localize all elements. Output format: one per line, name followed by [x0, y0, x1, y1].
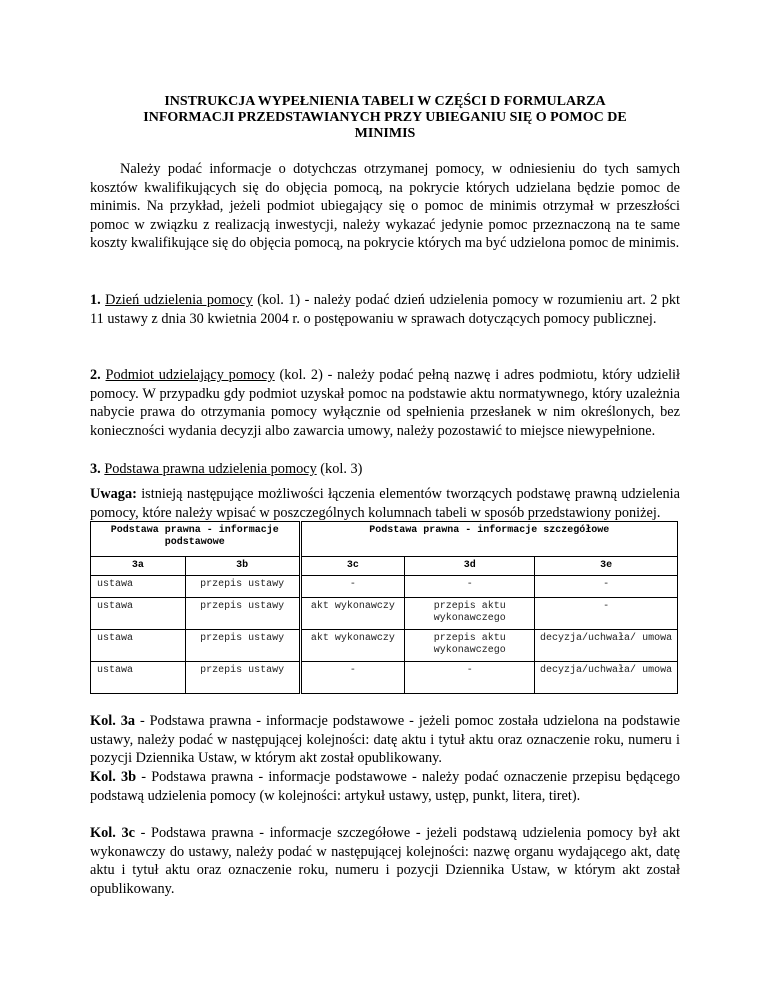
section-1-heading: Dzień udzielenia pomocy — [105, 292, 253, 308]
kol-3a-paragraph — [90, 712, 680, 768]
document-title — [90, 94, 680, 142]
table-cell: decyzja/uchwała/ umowa — [535, 662, 678, 694]
col-header-3c: 3c — [300, 557, 405, 576]
table-row — [91, 598, 678, 630]
section-3-number: 3. — [90, 461, 101, 477]
table-cell: akt wykonawczy — [300, 598, 405, 630]
table-cell: decyzja/uchwała/ umowa — [535, 630, 678, 662]
kol-3b-text: - Podstawa prawna - informacje podstawowe - należy podać oznaczenie przepisu będącego podstawą udzielenia pomocy (w kolejności: artykuł ustawy, ustęp, punkt, litera, tiret). — [90, 769, 680, 804]
section-3-text: (kol. 3) — [316, 461, 363, 477]
kol-3c-text: - Podstawa prawna - informacje szczegółowe - jeżeli podstawą udzielenia pomocy był akt wykonawczy do ustawy, należy podać w następującej kolejności: nazwę organu wydającego akt, datę aktu i tytuł aktu oraz oznaczenie roku, numeru i pozycji Dziennika Ustaw, w którym akt został opublikowany. — [90, 825, 680, 897]
legal-basis-table — [90, 521, 678, 694]
note-label: Uwaga: — [90, 486, 137, 502]
section-2-paragraph — [90, 366, 680, 440]
col-header-3b: 3b — [185, 557, 300, 576]
table-cell: przepis aktu wykonawczego — [405, 630, 535, 662]
col-header-3a: 3a — [91, 557, 186, 576]
table-row — [91, 630, 678, 662]
table-cell: - — [405, 576, 535, 598]
table-column-header-row — [91, 557, 678, 576]
section-2-number: 2. — [90, 367, 101, 383]
title-line-3: MINIMIS — [354, 126, 416, 141]
table-group-header-row — [91, 522, 678, 557]
section-3-paragraph — [90, 460, 680, 479]
table-cell: - — [535, 598, 678, 630]
kol-3b-paragraph — [90, 768, 680, 805]
table-cell: - — [300, 662, 405, 694]
table-cell: ustawa — [91, 598, 186, 630]
col-header-3e: 3e — [535, 557, 678, 576]
table-cell: ustawa — [91, 662, 186, 694]
kol-3c-paragraph — [90, 824, 680, 898]
group-basic-header: Podstawa prawna - informacje podstawowe — [91, 522, 301, 557]
table-cell: ustawa — [91, 576, 186, 598]
kol-3c-label: Kol. 3c — [90, 825, 135, 841]
kol-3b-label: Kol. 3b — [90, 769, 137, 785]
table-cell: akt wykonawczy — [300, 630, 405, 662]
table-row — [91, 662, 678, 694]
col-header-3d: 3d — [405, 557, 535, 576]
section-2-text: (kol. 2) - należy podać pełną nazwę i adres podmiotu, który udzielił pomocy. W przypadku gdy podmiot uzyskał pomoc na podstawie aktu normatywnego, który uzależnia nabycie prawa do otrzymania pomocy wyłącznie od spełnienia przesłanek w nim określonych, bez konieczności wydania decyzji albo zawarcia umowy, należy pozostawić to miejsce niewypełnione. — [90, 367, 680, 439]
section-3-heading: Podstawa prawna udzielenia pomocy — [104, 461, 317, 477]
table-cell: ustawa — [91, 630, 186, 662]
title-line-1: INSTRUKCJA WYPEŁNIENIA TABELI W CZĘŚCI D FORMULARZA — [164, 94, 606, 109]
table-cell: - — [405, 662, 535, 694]
table-row — [91, 576, 678, 598]
table-cell: przepis ustawy — [185, 662, 300, 694]
group-detail-header: Podstawa prawna - informacje szczegółowe — [300, 522, 677, 557]
note-text: istnieją następujące możliwości łączenia elementów tworzących podstawę prawną udzielenia pomocy, które należy wpisać w poszczególnych kolumnach tabeli w sposób przedstawiony poniżej. — [90, 486, 680, 521]
table-cell: - — [300, 576, 405, 598]
kol-3a-label: Kol. 3a — [90, 713, 136, 729]
kol-3a-text: - Podstawa prawna - informacje podstawowe - jeżeli pomoc została udzielona na podstawie ustawy, należy podać w następującej kolejności: datę aktu i tytuł aktu oraz oznaczenie roku, numeru i pozycji Dziennika Ustaw, w którym akt został opublikowany. — [90, 713, 680, 767]
section-1-text: (kol. 1) - należy podać dzień udzielenia pomocy w rozumieniu art. 2 pkt 11 ustawy z dnia 30 kwietnia 2004 r. o postępowaniu w sprawach dotyczących pomocy publicznej. — [90, 292, 681, 327]
title-line-2: INFORMACJI PRZEDSTAWIANYCH PRZY UBIEGANIU SIĘ O POMOC DE — [143, 110, 627, 125]
table-cell: przepis aktu wykonawczego — [405, 598, 535, 630]
section-2-heading: Podmiot udzielający pomocy — [105, 367, 275, 383]
table-cell: przepis ustawy — [185, 576, 300, 598]
intro-paragraph: Należy podać informacje o dotychczas otrzymanej pomocy, w odniesieniu do tych samych kosztów kwalifikujących się do objęcia pomocą, na pokrycie których udzielana będzie pomoc de minimis. Na przykład, jeżeli podmiot ubiegający się o pomoc de minimis otrzymał w przeszłości pomoc w związku z realizacją inwestycji, należy wykazać jedynie pomoc przeznaczoną na te same koszty kwalifikujące się do objęcia pomocą, na pokrycie których ma być udzielona pomoc de minimis. — [90, 161, 680, 252]
table-cell: przepis ustawy — [185, 630, 300, 662]
note-paragraph — [90, 485, 680, 522]
section-1-number: 1. — [90, 292, 101, 308]
table-cell: przepis ustawy — [185, 598, 300, 630]
section-1-paragraph — [90, 291, 680, 328]
table-cell: - — [535, 576, 678, 598]
